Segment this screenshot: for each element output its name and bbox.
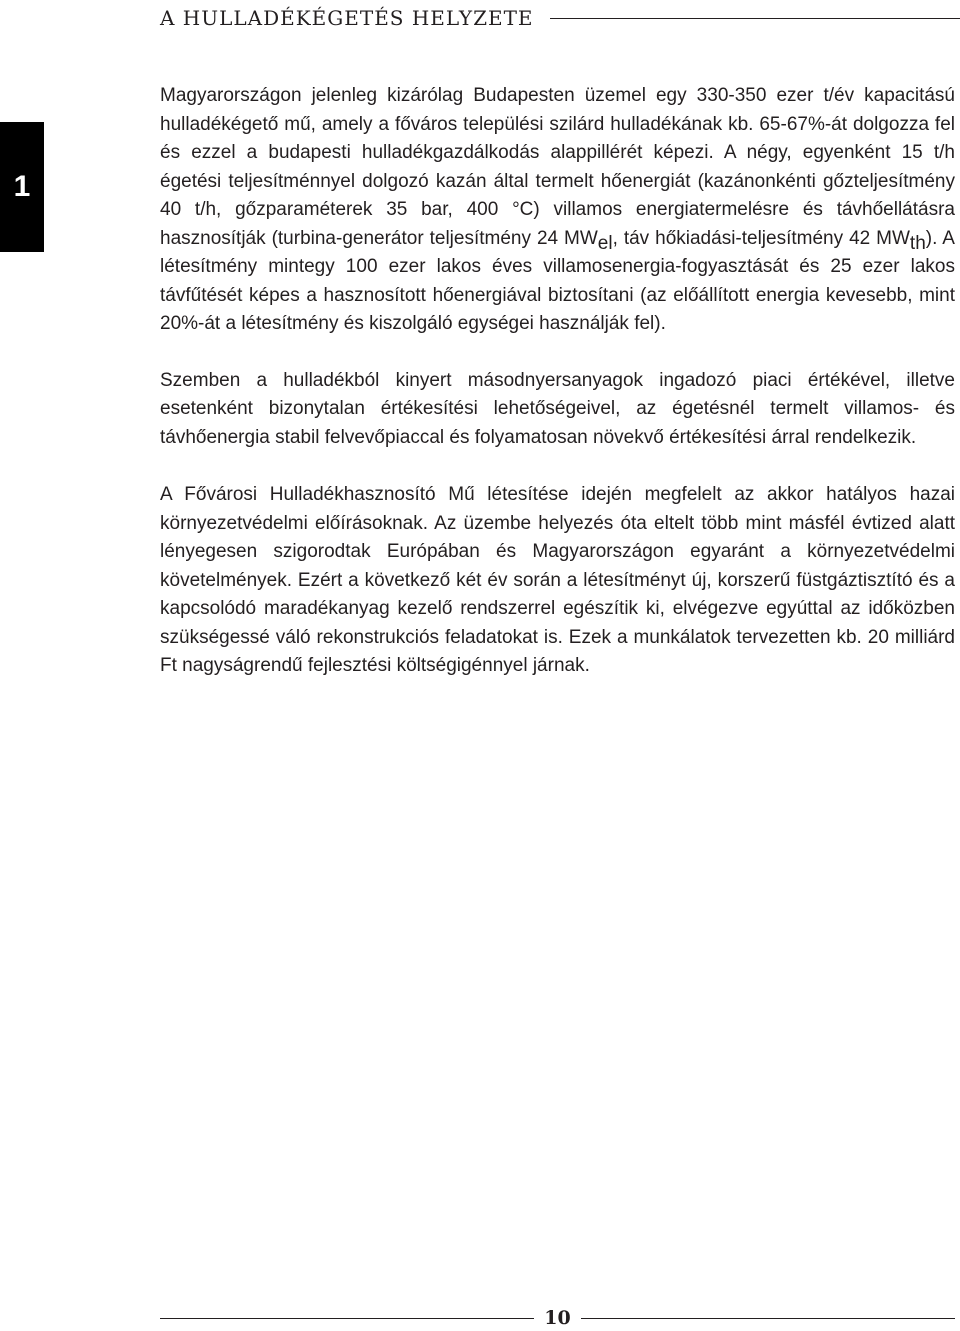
header-rule bbox=[550, 18, 960, 19]
paragraph-text: ). A létesítmény mintegy 100 ezer lakos éves villamosenergia-fogyasztását és 25 ezer lakos távfűtését képes a hasznosított hőenergiával biztosítani (az előállított energia kevesebb, mint 20%-át a létesítmény és kiszolgáló egységei használják fel). bbox=[160, 227, 955, 334]
paragraph-modernization: A Fővárosi Hulladékhasznosító Mű létesítése idején megfelelt az akkor hatályos hazai környezetvédelmi előírásoknak. Az üzembe helyezés óta eltelt több mint másfél évtized alatt lényegesen szigorodtak Európában és Magyarországon egyaránt a környezetvédelmi követelmények. Ezért a következő két év során a létesítményt új, korszerű füstgáztisztító és a kapcsolódó maradékanyag kezelő rendszerrel egészítik ki, elvégezve egyúttal az időközben szükségessé váló rekonstrukciós feladatokat is. Ezek a munkálatok tervezetten kb. 20 milliárd Ft nagyságrendű fejlesztési költségigénnyel járnak. bbox=[160, 484, 955, 676]
footer-rule-right bbox=[581, 1318, 955, 1319]
subscript-th: th bbox=[909, 232, 926, 254]
paragraph-text: Magyarországon jelenleg kizárólag Budapesten üzemel egy 330-350 ezer t/év kapacitású hulladékégető mű, amely a főváros települési szilárd hulladékának kb. 65-67%-át dolgozza fel és ezzel a budapesti hulladékgazdálkodás alappillérét képezi. A négy, egyenként 15 t/h égetési teljesítménnyel dolgozó kazán által termelt hőenergiát (kazánonkénti gőzteljesítmény 40 t/h, gőzparaméterek 35 bar, 400 °C) villamos energiatermelésre és távhőellátásra hasznosítják (turbina-generátor teljesítmény 24 MW bbox=[160, 85, 955, 249]
chapter-tab bbox=[0, 122, 44, 252]
page-number: 10 bbox=[544, 1307, 571, 1329]
paragraph-text: , táv hőkiadási-teljesítmény 42 MW bbox=[612, 227, 910, 249]
chapter-title: A HULLADÉKÉGETÉS HELYZETE bbox=[160, 6, 534, 30]
subscript-el: el bbox=[597, 232, 613, 254]
running-header bbox=[160, 4, 960, 32]
paragraph-incinerator-capacity bbox=[160, 82, 955, 339]
paragraph-energy-market: Szemben a hulladékból kinyert másodnyersanyagok ingadozó piaci értékével, illetve esetenként bizonytalan értékesítési lehetőségeivel, az égetésnél termelt villamos- és távhőenergia stabil felvevőpiaccal és folyamatosan növekvő értékesítési árral rendelkezik. bbox=[160, 369, 955, 448]
chapter-number: 1 bbox=[13, 170, 31, 203]
body-text bbox=[160, 82, 955, 710]
footer-rule-left bbox=[160, 1318, 534, 1319]
page-footer bbox=[160, 1306, 955, 1330]
